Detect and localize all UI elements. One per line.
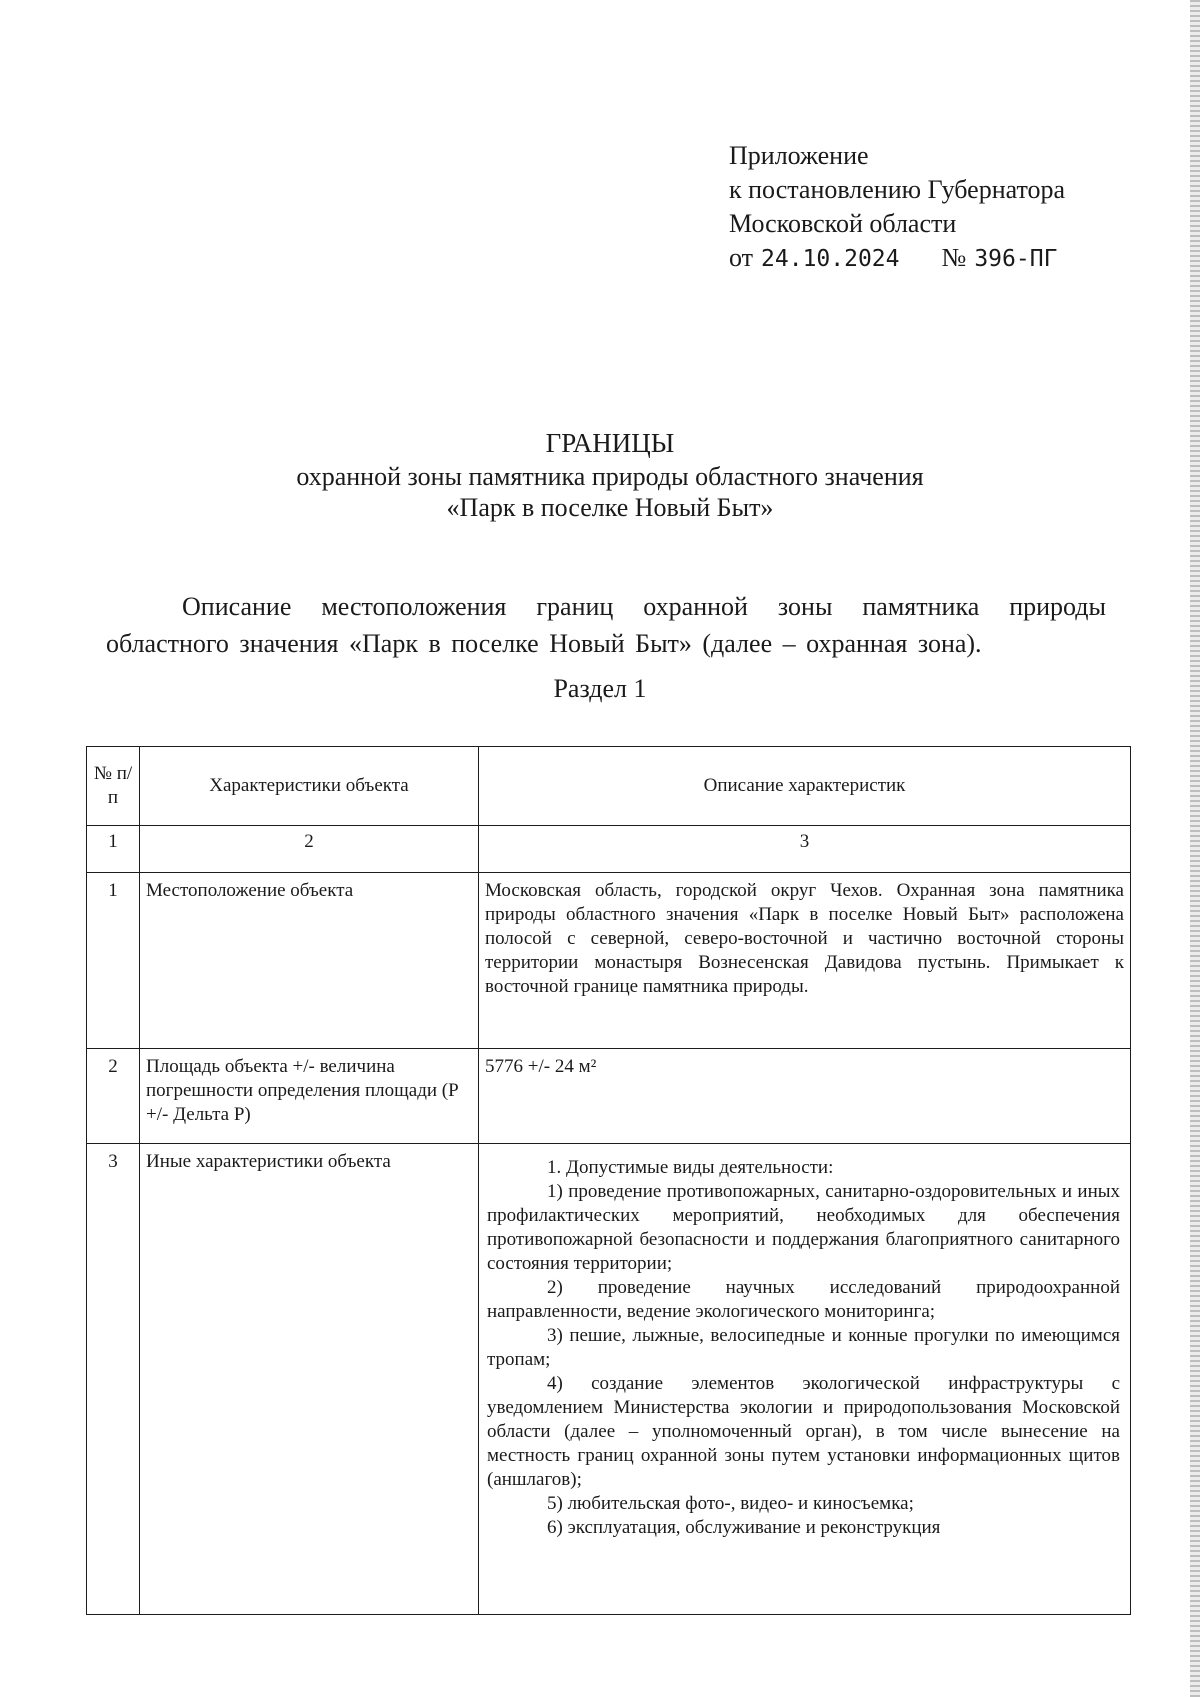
row-number: 2 <box>87 1049 140 1144</box>
header-description: Описание характеристик <box>479 747 1131 826</box>
appendix-date-line <box>729 241 1065 276</box>
appendix-region: Московской области <box>729 209 957 238</box>
header-characteristics: Характеристики объекта <box>140 747 479 826</box>
title-line-2: охранной зоны памятника природы областного значения <box>296 462 924 491</box>
activity-item: 6) эксплуатация, обслуживание и реконструкция <box>547 1517 941 1538</box>
permitted-activities-heading: 1. Допустимые виды деятельности: <box>547 1157 834 1178</box>
row-description: Московская область, городской округ Чехов. Охранная зона памятника природы областного значения «Парк в поселке Новый Быт» расположена полосой с северной, северо-восточной и частично восточной стороны территории монастыря Вознесенская Давидова пустынь. Примыкает к восточной границе памятника природы. <box>479 873 1131 1049</box>
activity-item: 2) проведение научных исследований природоохранной направленности, ведение экологического мониторинга; <box>487 1277 1120 1322</box>
intro-paragraph: Описание местоположения границ охранной зоны памятника природы областного значения «Парк в поселке Новый Быт» (далее – охранная зона). <box>106 592 1106 658</box>
table-header-row <box>87 747 1131 826</box>
row-name: Местоположение объекта <box>140 873 479 1049</box>
row-name: Площадь объекта +/- величина погрешности определения площади (P +/- Дельта P) <box>140 1049 479 1144</box>
column-number-row <box>87 826 1131 873</box>
number-label: № <box>941 243 967 272</box>
column-number-1: 1 <box>87 826 140 873</box>
title-line-3: «Парк в поселке Новый Быт» <box>446 493 774 522</box>
header-number: № п/п <box>87 747 140 826</box>
activity-item: 3) пешие, лыжные, велосипедные и конные прогулки по имеющимся тропам; <box>487 1325 1120 1370</box>
characteristics-table <box>86 746 1131 1615</box>
row-name: Иные характеристики объекта <box>140 1144 479 1615</box>
date-value: 24.10.2024 <box>761 246 900 272</box>
column-number-3: 3 <box>479 826 1131 873</box>
table-row <box>87 1049 1131 1144</box>
column-number-2: 2 <box>140 826 479 873</box>
activity-item: 5) любительская фото-, видео- и киносъемка; <box>547 1493 914 1514</box>
table-row <box>87 873 1131 1049</box>
scan-edge <box>1190 0 1200 1697</box>
table-row <box>87 1144 1131 1615</box>
activity-item: 4) создание элементов экологической инфраструктуры с уведомлением Министерства экологии и природопользования Московской области (далее – уполномоченный орган), в том числе вынесение на местность границ охранной зоны путем установки информационных щитов (аншлагов); <box>487 1373 1120 1490</box>
activity-item: 1) проведение противопожарных, санитарно-оздоровительных и иных профилактических мероприятий, необходимых для обеспечения противопожарной безопасности и поддержания благоприятного санитарного состояния территории; <box>487 1181 1120 1274</box>
section-label: Раздел 1 <box>553 674 647 703</box>
title-main: ГРАНИЦЫ <box>545 428 675 458</box>
row-description <box>479 1144 1131 1615</box>
appendix-block <box>729 139 1065 276</box>
number-value: 396-ПГ <box>974 246 1058 272</box>
row-number: 3 <box>87 1144 140 1615</box>
row-number: 1 <box>87 873 140 1049</box>
appendix-decree: к постановлению Губернатора <box>729 175 1066 204</box>
row-description: 5776 +/- 24 м² <box>479 1049 1131 1144</box>
appendix-title: Приложение <box>729 141 869 170</box>
document-title <box>150 428 1070 523</box>
date-label: от <box>729 243 754 272</box>
